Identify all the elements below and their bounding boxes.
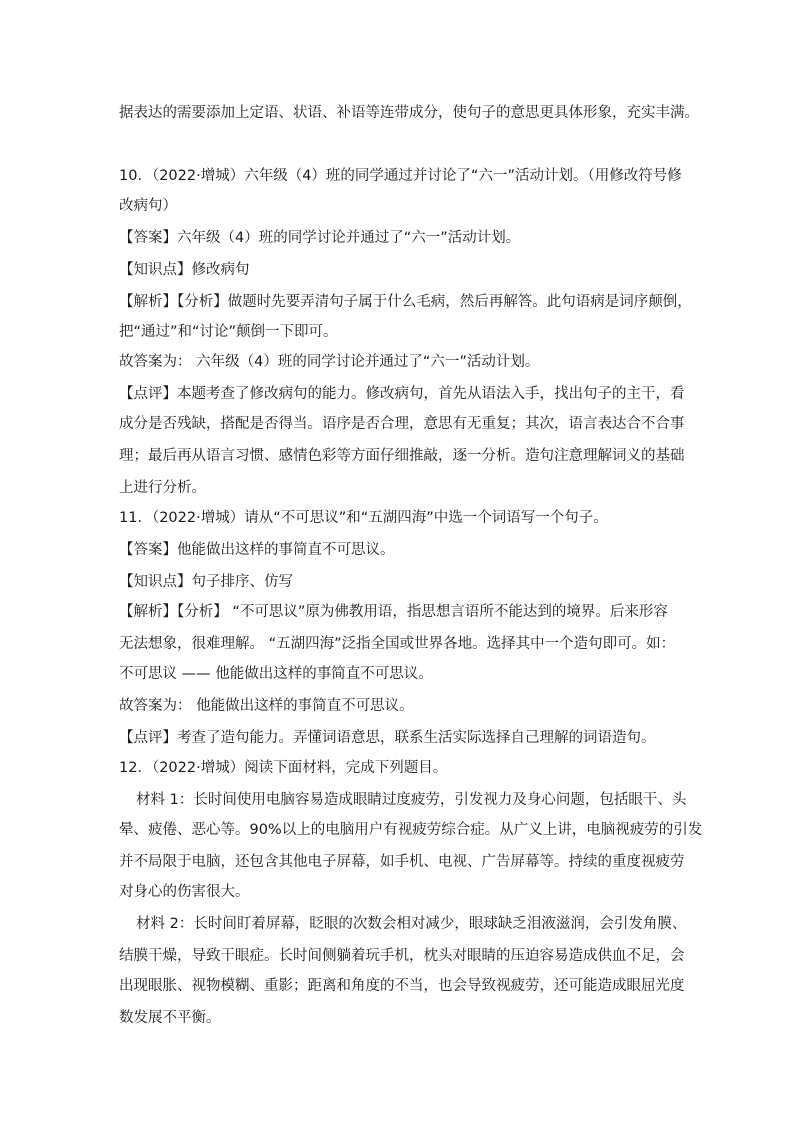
question-11-analysis-cont: 无法想象，很难理解。 “五湖四海”泛指全国或世界各地。选择其中一个造句即可。如： <box>119 636 676 652</box>
question-11-comment: 【点评】考查了造句能力。弄懂词语意思，联系生活实际选择自己理解的词语造句。 <box>119 730 656 746</box>
material-1-text-cont: 并不局限于电脑，还包含其他电子屏幕，如手机、电视、广告屏幕等。持续的重度视疲劳 <box>119 854 685 870</box>
question-11-solution: 故答案为： 他能做出这样的事简直不可思议。 <box>119 698 414 714</box>
question-10-answer: 【答案】六年级（4）班的同学讨论并通过了“六一”活动计划。 <box>119 230 521 246</box>
material-2-text-cont: 结膜干燥，导致干眼症。长时间侧躺着玩手机，枕头对眼睛的压迫容易造成供血不足，会 <box>119 948 685 964</box>
material-1-text-cont: 对身心的伤害很大。 <box>119 884 250 900</box>
question-11-answer: 【答案】他能做出这样的事简直不可思议。 <box>119 542 395 558</box>
material-2-text-cont: 数发展不平衡。 <box>119 1010 221 1026</box>
question-10-analysis-cont: 把“通过”和“讨论”颠倒一下即可。 <box>119 324 338 340</box>
question-10-comment: 【点评】本题考查了修改病句的能力。修改病句，首先从语法入手，找出句子的主干，看 <box>119 386 685 402</box>
material-2-text-cont: 出现眼胀、视物模糊、重影；距离和角度的不当，也会导致视疲劳，还可能造成眼屈光度 <box>119 978 685 994</box>
continuation-text: 据表达的需要添加上定语、状语、补语等连带成分，使句子的意思更具体形象，充实丰满。 <box>119 105 699 121</box>
question-10-comment-cont: 成分是否残缺，搭配是否得当。语序是否合理，意思有无重复；其次，语言表达合不合事 <box>119 416 685 432</box>
material-2-text: 材料 2：长时间盯着屏幕，眨眼的次数会相对减少，眼球缺乏泪液滋润，会引发角膜、 <box>136 916 687 932</box>
question-10-solution: 故答案为： 六年级（4）班的同学讨论并通过了“六一”活动计划。 <box>119 354 540 370</box>
question-12-stem: 12．（2022·增城）阅读下面材料，完成下列题目。 <box>119 760 448 776</box>
question-10-stem-cont: 改病句） <box>119 198 177 214</box>
question-11-analysis-cont: 不可思议 —— 他能做出这样的事简直不可思议。 <box>119 666 433 682</box>
question-10-comment-cont: 理；最后再从语言习惯、感情色彩等方面仔细推敲，逐一分析。造句注意理解词义的基础 <box>119 448 685 464</box>
question-11-analysis: 【解析】【分析】 “不可思议”原为佛教用语，指思想言语所不能达到的境界。后来形容 <box>119 604 668 620</box>
material-1-text-cont: 晕、疲倦、恶心等。90%以上的电脑用户有视疲劳综合症。从广义上讲，电脑视疲劳的引发 <box>119 822 703 838</box>
question-11-knowledge-point: 【知识点】句子排序、仿写 <box>119 574 293 590</box>
question-10-comment-cont: 上进行分析。 <box>119 480 206 496</box>
question-11-stem: 11．（2022·增城）请从“不可思议”和“五湖四海”中选一个词语写一个句子。 <box>119 510 608 526</box>
material-1-text: 材料 1：长时间使用电脑容易造成眼睛过度疲劳，引发视力及身心问题，包括眼干、头 <box>136 792 687 808</box>
question-10-analysis: 【解析】【分析】做题时先要弄清句子属于什么毛病，然后再解答。此句语病是词序颠倒， <box>119 294 692 310</box>
question-10-stem: 10．（2022·增城）六年级（4）班的同学通过并讨论了“六一”活动计划。（用修改符号修 <box>119 168 682 184</box>
question-10-knowledge-point: 【知识点】修改病句 <box>119 262 250 278</box>
